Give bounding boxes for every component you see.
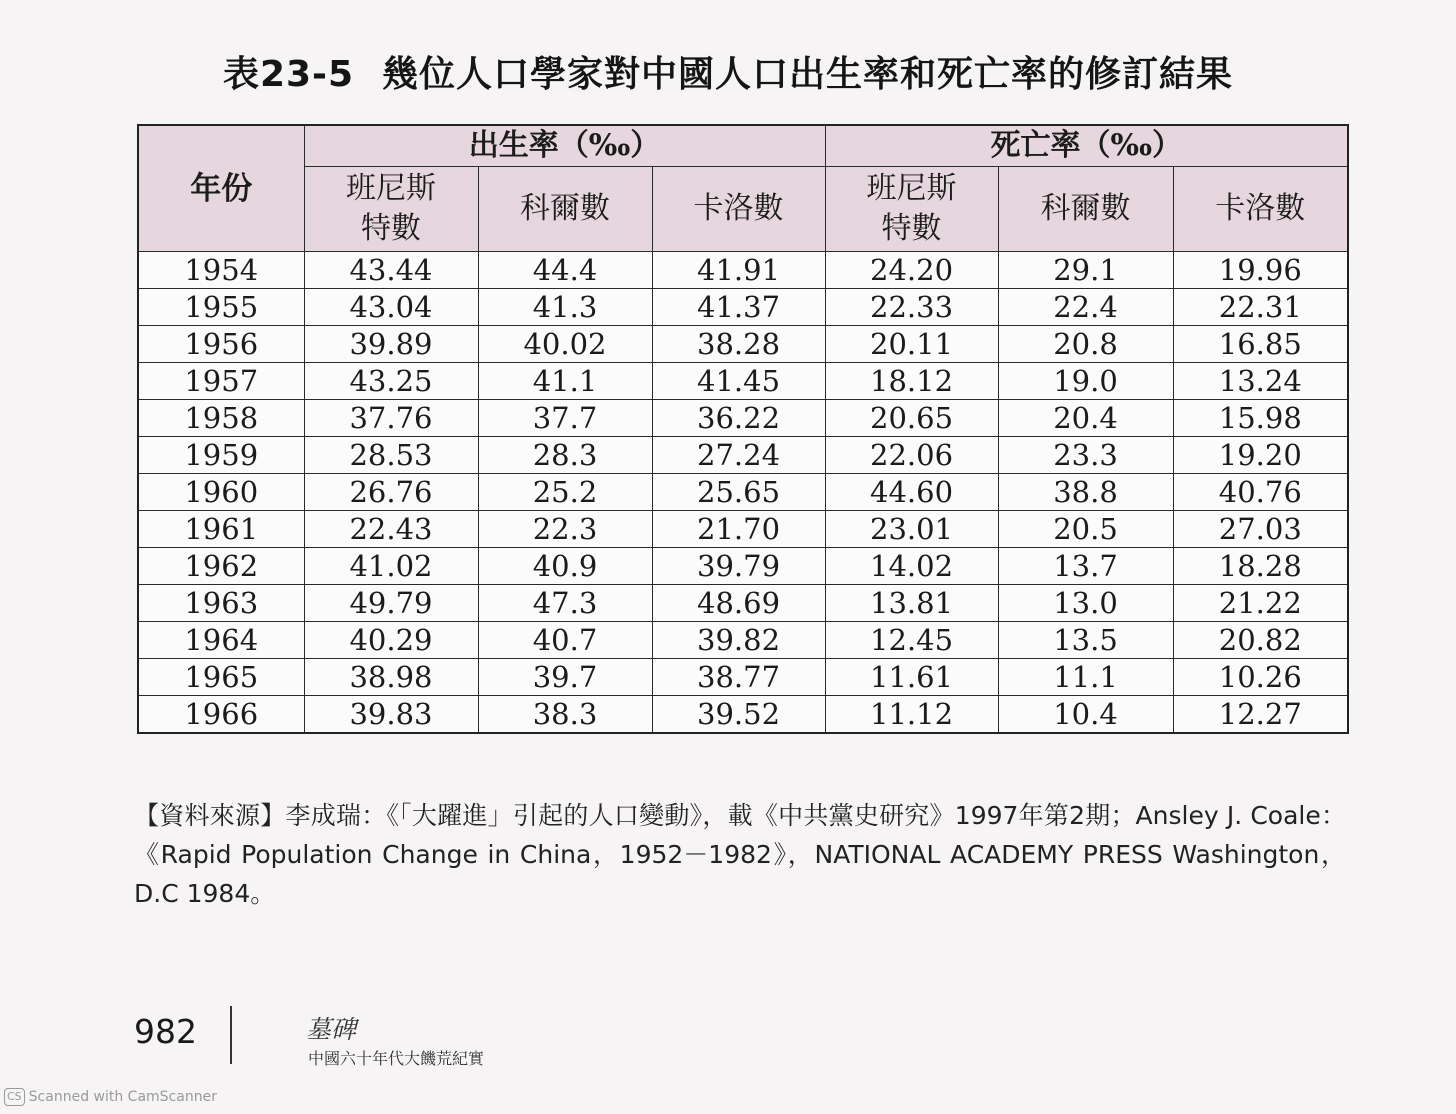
rate-cell: 13.24 [1173,363,1348,400]
rate-cell: 41.02 [304,548,478,585]
rate-cell: 16.85 [1173,326,1348,363]
rate-cell: 21.22 [1173,585,1348,622]
rate-cell: 23.3 [998,437,1173,474]
column-header-line: 科爾數 [520,191,610,226]
rate-cell: 40.7 [478,622,652,659]
rate-cell: 38.28 [652,326,825,363]
rate-cell: 11.1 [998,659,1173,696]
table-number: 表23-5 [222,54,355,95]
rate-cell: 22.3 [478,511,652,548]
rate-cell: 25.65 [652,474,825,511]
column-header-line: 班尼斯 [346,171,436,206]
table-row [138,696,1348,734]
table-row [138,437,1348,474]
rate-cell: 41.91 [652,252,825,289]
rate-cell: 40.76 [1173,474,1348,511]
rate-cell: 15.98 [1173,400,1348,437]
year-cell: 1962 [138,548,304,585]
column-header [304,167,478,252]
rate-cell: 13.0 [998,585,1173,622]
rate-cell: 25.2 [478,474,652,511]
rate-cell: 28.53 [304,437,478,474]
rate-cell: 49.79 [304,585,478,622]
year-cell: 1959 [138,437,304,474]
book-title: 墓碑 [306,1015,357,1044]
rate-cell: 22.43 [304,511,478,548]
rate-cell: 20.11 [825,326,998,363]
rate-cell: 37.76 [304,400,478,437]
source-note: 【資料來源】李成瑞：《「大躍進」引起的人口變動》，載《中共黨史研究》1997年第2期；Ansley J. Coale：《Rapid Population Change in China，1952－1982》，NATIONAL ACADEMY PRESS Washington，D.C 1984。 [134,801,1346,908]
rate-cell: 43.25 [304,363,478,400]
year-cell: 1961 [138,511,304,548]
rate-cell: 19.20 [1173,437,1348,474]
rate-cell: 10.26 [1173,659,1348,696]
rate-cell: 19.96 [1173,252,1348,289]
year-cell: 1957 [138,363,304,400]
rate-cell: 40.02 [478,326,652,363]
rate-cell: 22.06 [825,437,998,474]
rate-cell: 41.45 [652,363,825,400]
table-row [138,548,1348,585]
table-row [138,511,1348,548]
rate-cell: 40.29 [304,622,478,659]
rate-cell: 39.52 [652,696,825,734]
table-row [138,289,1348,326]
year-cell: 1966 [138,696,304,734]
rates-table [137,124,1349,734]
rate-cell: 37.7 [478,400,652,437]
table-row [138,622,1348,659]
rate-cell: 20.65 [825,400,998,437]
column-header-line: 卡洛數 [693,191,784,226]
rate-cell: 22.33 [825,289,998,326]
page-number: 982 [134,1012,197,1051]
rate-cell: 38.77 [652,659,825,696]
watermark-text: Scanned with CamScanner [28,1089,217,1105]
table-row [138,659,1348,696]
table-row [138,326,1348,363]
rate-cell: 22.31 [1173,289,1348,326]
rate-cell: 20.4 [998,400,1173,437]
table-row [138,363,1348,400]
rate-cell: 23.01 [825,511,998,548]
rate-cell: 27.03 [1173,511,1348,548]
year-cell: 1964 [138,622,304,659]
year-cell: 1963 [138,585,304,622]
year-header: 年份 [138,125,304,252]
footer-divider [230,1006,232,1064]
year-cell: 1960 [138,474,304,511]
rate-cell: 39.83 [304,696,478,734]
rate-cell: 44.4 [478,252,652,289]
subheader-row [138,167,1348,252]
rate-cell: 29.1 [998,252,1173,289]
rate-cell: 19.0 [998,363,1173,400]
rate-cell: 18.28 [1173,548,1348,585]
rate-cell: 20.82 [1173,622,1348,659]
rate-cell: 43.44 [304,252,478,289]
rate-cell: 38.8 [998,474,1173,511]
rate-cell: 12.45 [825,622,998,659]
column-header [652,167,825,252]
table-row [138,585,1348,622]
rate-cell: 20.8 [998,326,1173,363]
rate-cell: 41.37 [652,289,825,326]
column-header-line: 特數 [361,211,421,246]
year-cell: 1956 [138,326,304,363]
column-header-line: 特數 [881,211,942,246]
rate-cell: 48.69 [652,585,825,622]
rate-cell: 24.20 [825,252,998,289]
table-title [0,46,1456,97]
column-header-line: 卡洛數 [1215,191,1306,226]
rate-cell: 39.79 [652,548,825,585]
rate-cell: 18.12 [825,363,998,400]
scanner-watermark [4,1088,217,1106]
birth-rate-header: 出生率（‰） [304,125,825,167]
rate-cell: 40.9 [478,548,652,585]
rate-cell: 43.04 [304,289,478,326]
rate-cell: 26.76 [304,474,478,511]
table-row [138,474,1348,511]
rate-cell: 39.82 [652,622,825,659]
rate-cell: 14.02 [825,548,998,585]
table-row [138,400,1348,437]
column-header [1173,167,1348,252]
table-body [138,252,1348,734]
rate-cell: 22.4 [998,289,1173,326]
rate-cell: 41.3 [478,289,652,326]
year-cell: 1955 [138,289,304,326]
rate-cell: 12.27 [1173,696,1348,734]
rate-cell: 47.3 [478,585,652,622]
table-row [138,252,1348,289]
rate-cell: 39.89 [304,326,478,363]
rate-cell: 39.7 [478,659,652,696]
rate-cell: 13.7 [998,548,1173,585]
column-header [825,167,998,252]
rate-cell: 36.22 [652,400,825,437]
book-subtitle: 中國六十年代大饑荒紀實 [308,1049,485,1068]
rate-cell: 38.98 [304,659,478,696]
rate-cell: 13.81 [825,585,998,622]
year-cell: 1965 [138,659,304,696]
rate-cell: 44.60 [825,474,998,511]
rate-cell: 27.24 [652,437,825,474]
rate-cell: 11.61 [825,659,998,696]
table-caption: 幾位人口學家對中國人口出生率和死亡率的修訂結果 [382,54,1234,95]
year-cell: 1954 [138,252,304,289]
rate-cell: 38.3 [478,696,652,734]
rate-cell: 11.12 [825,696,998,734]
year-cell: 1958 [138,400,304,437]
rate-cell: 13.5 [998,622,1173,659]
column-header [998,167,1173,252]
column-header [478,167,652,252]
camscanner-logo-icon: CS [4,1088,25,1106]
rate-cell: 41.1 [478,363,652,400]
column-header-line: 班尼斯 [866,171,957,206]
death-rate-header: 死亡率（‰） [825,125,1348,167]
rate-cell: 28.3 [478,437,652,474]
column-header-line: 科爾數 [1040,191,1131,226]
rate-cell: 20.5 [998,511,1173,548]
rate-cell: 10.4 [998,696,1173,734]
rate-cell: 21.70 [652,511,825,548]
